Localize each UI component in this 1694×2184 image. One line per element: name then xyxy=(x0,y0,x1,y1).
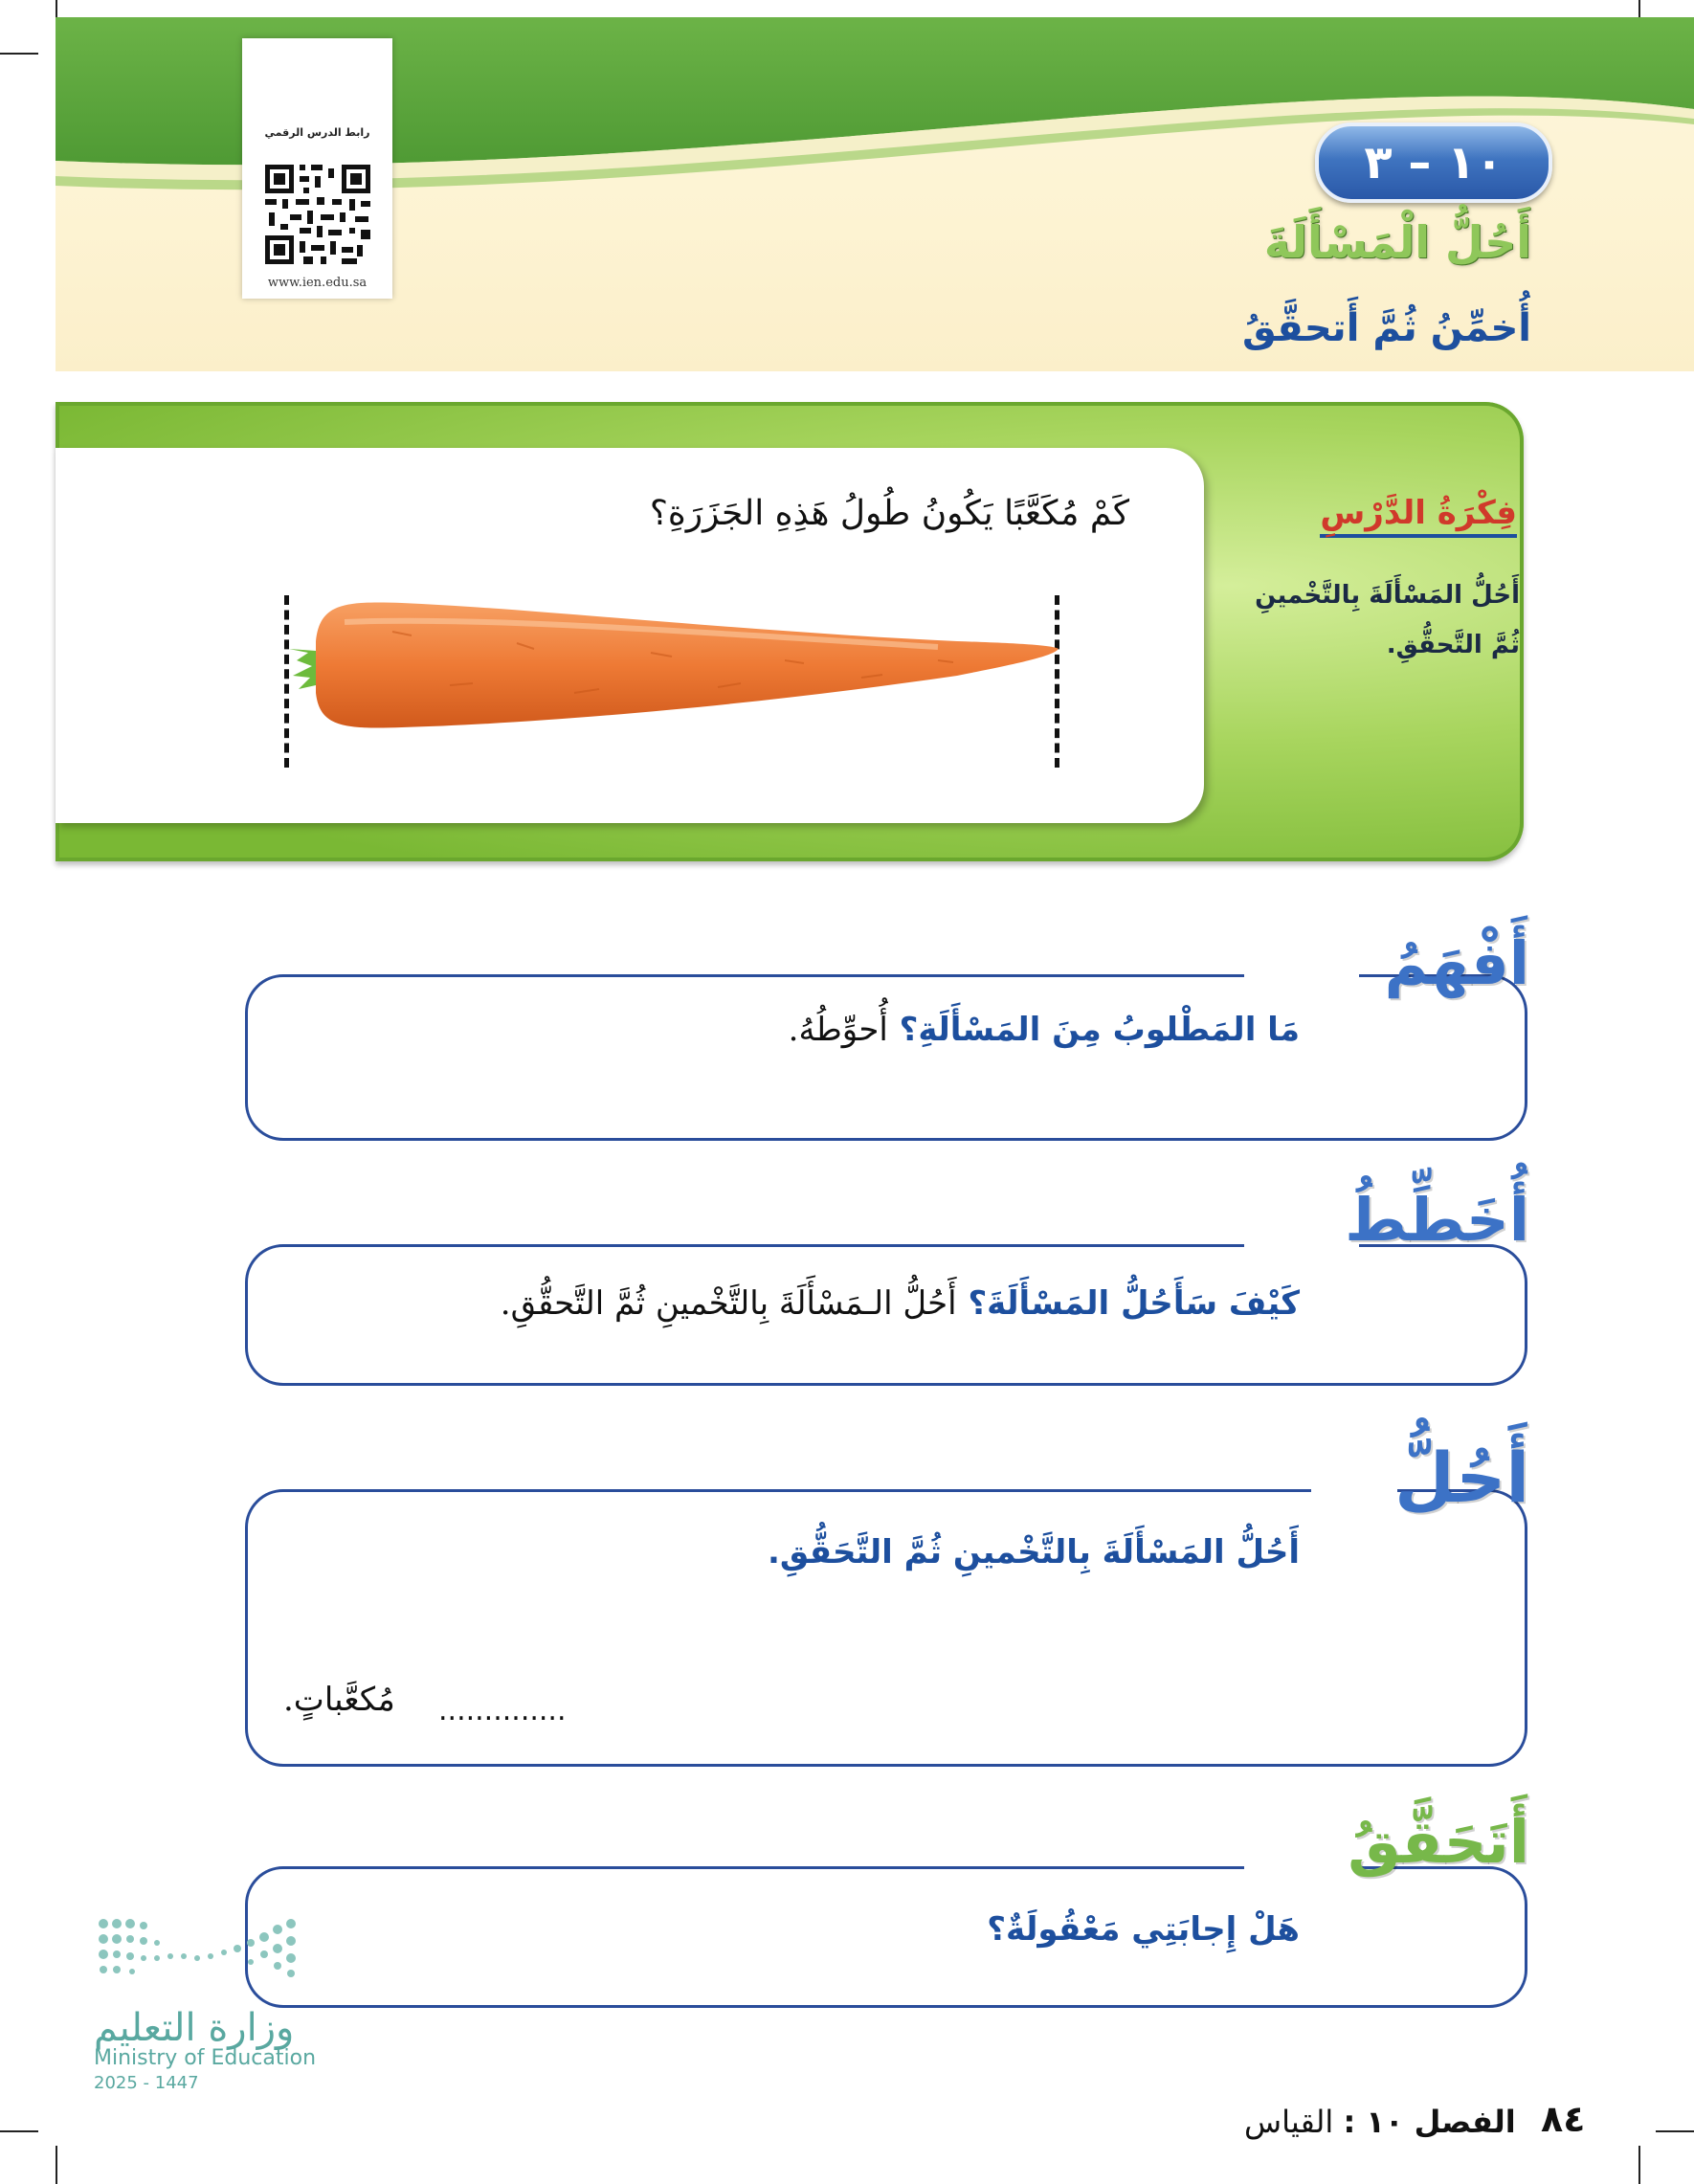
check-heading: أَتَحَقَّقُ xyxy=(1348,1807,1529,1877)
check-prompt: هَلْ إِجابَتِي مَعْقُولَةٌ؟ xyxy=(987,1910,1300,1949)
plan-prompt xyxy=(501,1284,1300,1323)
heading-gap xyxy=(1311,1487,1397,1493)
understand-prompt xyxy=(789,1011,1300,1049)
understand-heading: أَفْهَمُ xyxy=(1384,928,1529,998)
lesson-title: أَحُلُّ الْمَسْأَلَةَ xyxy=(1263,216,1531,268)
ministry-name-arabic: وزارة التعليم xyxy=(94,2006,295,2050)
heading-gap xyxy=(1244,1864,1359,1870)
solve-prompt: أَحُلُّ المَسْأَلَةَ بِالتَّخْمينِ ثُمَّ التَّحَقُّقِ. xyxy=(767,1533,1300,1571)
heading-gap xyxy=(1244,974,1359,980)
plan-heading: أُخَطِّطُ xyxy=(1345,1185,1529,1255)
check-box xyxy=(245,1866,1527,2008)
understand-question: مَا المَطْلوبُ مِنَ المَسْأَلَةِ؟ xyxy=(899,1011,1300,1049)
solve-box xyxy=(245,1489,1527,1767)
footer-chapter-name: القياس xyxy=(1244,2104,1334,2140)
solve-answer-blank[interactable]: .............. xyxy=(438,1694,567,1727)
heading-gap xyxy=(1244,1242,1359,1248)
lesson-idea-title: فِكْرَةُ الدَّرْسِ xyxy=(1320,494,1517,538)
understand-answer: أُحوِّطُهُ. xyxy=(788,1011,888,1049)
qr-url[interactable]: www.ien.edu.sa xyxy=(267,276,368,290)
crop-mark xyxy=(1638,2146,1640,2184)
qr-code-icon[interactable] xyxy=(261,161,374,268)
ministry-name-english: Ministry of Education xyxy=(94,2046,317,2070)
ministry-logo-icon xyxy=(94,1914,304,1991)
lesson-idea-text: أَحُلُّ المَسْأَلَةَ بِالتَّخْمينِ ثُمَّ التَّحقُّقِ. xyxy=(1255,581,1520,659)
solve-heading: أَحُلُّ xyxy=(1394,1437,1529,1518)
footer-chapter-label: الفصل ١٠ : xyxy=(1343,2104,1516,2140)
lesson-subtitle: أُخمِّنُ ثُمَّ أَتحقَّقُ xyxy=(1242,306,1531,350)
carrot-image xyxy=(287,593,1062,737)
carrot-question: كَمْ مُكَعَّبًا يَكُونُ طُولُ هَذِهِ الجَزَرَةِ؟ xyxy=(649,494,1129,533)
qr-caption: رابط الدرس الرقمي xyxy=(264,126,370,139)
crop-mark xyxy=(56,2146,57,2184)
solve-unit-label: مُكعَّباتٍ. xyxy=(283,1681,395,1719)
crop-mark xyxy=(0,2130,38,2132)
plan-question: كَيْفَ سَأَحُلُّ المَسْأَلَةَ؟ xyxy=(968,1284,1300,1323)
crop-mark xyxy=(1656,2130,1694,2132)
plan-answer: أَحُلُّ الـمَسْأَلَةَ بِالتَّخْمينِ ثُمَّ التَّحقُّقِ. xyxy=(500,1284,957,1323)
qr-card[interactable] xyxy=(242,38,392,299)
crop-mark xyxy=(0,53,38,55)
footer-chapter xyxy=(1244,2104,1516,2140)
ministry-year: 2025 - 1447 xyxy=(94,2073,199,2093)
understand-box xyxy=(245,974,1527,1141)
lesson-number-badge: ١٠ – ٣ xyxy=(1315,123,1552,203)
page-number: ٨٤ xyxy=(1541,2098,1586,2140)
